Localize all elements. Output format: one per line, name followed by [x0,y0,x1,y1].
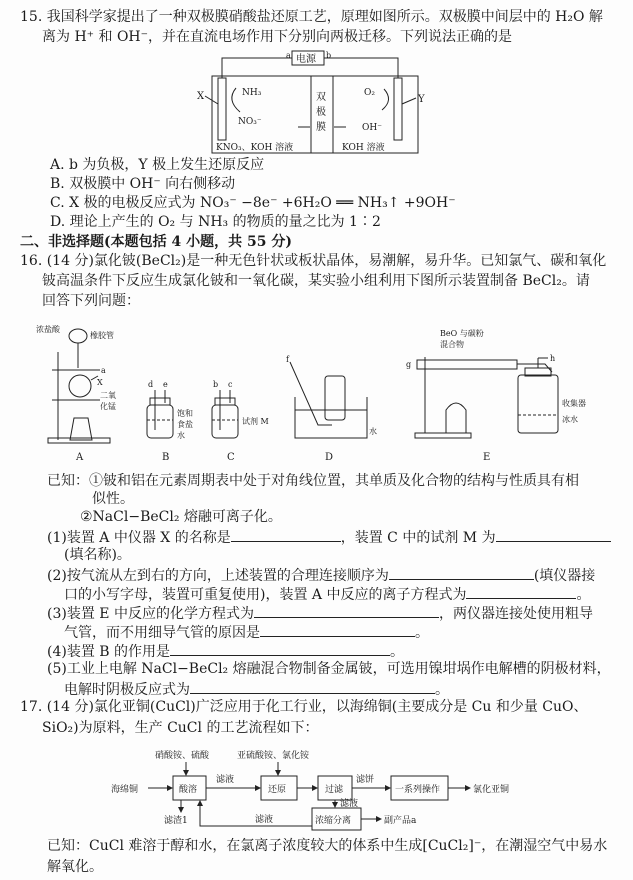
box-reduce [261,776,297,800]
q16-part5-cont: 电解时阴极反应式为 。 [64,679,449,699]
q16-part1: (1)装置 A 中仪器 X 的名称是 ，装置 C 中的试剂 M 为 [47,527,611,547]
apparatus-c [212,390,238,438]
q16-part3-cont: 气管，而不用细导气管的原因是 。 [64,622,429,642]
figure-stroke [215,398,235,405]
q16-part2: (2)按气流从左到右的方向，上述装置的合理连接顺序为 (填仪器接 [47,565,595,585]
figure-stroke [205,51,418,153]
figure-label: 水 [369,427,377,436]
figure-label: 氯化亚铜 [473,785,510,795]
answer-blank[interactable] [170,641,390,656]
figure-stroke [324,58,398,78]
figure-label: KOH 溶液 [342,143,385,153]
figure-label: 滤渣1 [164,816,188,826]
figure-label: a [101,366,106,375]
figure-label: OH⁻ [362,123,382,133]
figure-label: b [326,51,332,60]
figure-label: 过滤 [325,785,344,795]
q15-option-c: C. X 极的电极反应式为 NO₃⁻ −8e⁻ +6H₂O ══ NH₃↑ +9OH⁻ [50,195,456,211]
q16-known-1: 已知：①铍和铝在元素周期表中处于对角线位置，其单质及化合物的结构与性质具有相 [47,473,579,489]
figure-label: Y [418,94,425,105]
box-acid-dissolve [173,776,206,800]
reaction-arrow-right [382,89,389,110]
figure-label: X [197,91,205,102]
q17-known-line1: 已知：CuCl 难溶于醇和水，在氯离子浓度较大的体系中生成[CuCl₂]⁻，在潮湿空气中易水 [47,838,608,854]
figure-label: 浓缩分离 [315,816,352,826]
figure-stroke [148,762,470,830]
figure-label: a [286,51,291,60]
figure-stroke [70,418,92,440]
electrode-y [394,78,402,140]
power-source-box [292,51,324,65]
figure-label: NO₃⁻ [238,117,262,127]
figure-label: 滤液 [340,799,359,809]
figure-label: 滤液 [255,815,274,825]
figure-stroke [150,398,170,405]
figure-stroke [525,368,551,376]
figure-label: 橡胶管 [90,331,114,340]
figure-label: e [163,380,168,389]
electrode-x [218,78,226,140]
figure-stroke [446,403,466,433]
label-c: C [227,452,235,463]
figure-label: 副产品a [384,816,417,826]
figure-label: 极 [316,107,326,118]
figure-stroke [517,364,552,372]
figure-label: NH₃ [242,88,262,98]
answer-blank[interactable] [260,622,415,637]
q17-stem-line1: 17. (14 分)氯化亚铜(CuCl)广泛应用于化工行业，以海绵铜(主要成分是 Cu 和少量 CuO、 [20,699,588,715]
q15-stem-line1: 15. 我国科学家提出了一种双极膜硝酸盐还原工艺，原理如图所示。双极膜中间层中的 H₂O 解 [20,9,603,25]
q16-part2-cont: 口的小写字母，装置可重复使用)，装置 A 中反应的离子方程式为 。 [64,584,590,604]
q16-part5: (5)工业上电解 NaCl−BeCl₂ 熔融混合物制备金属铍，可选用镍坩埚作电解槽的阴极材料， [47,661,611,677]
figure-label: 冰水 [562,415,578,424]
answer-blank[interactable] [231,527,341,542]
figure-label: X [97,378,103,387]
q15-option-b: B. 双极膜中 OH⁻ 向右侧移动 [50,176,236,192]
figure-stroke [415,433,471,438]
section-heading: 二、非选择题(本题包括 4 小题，共 55 分) [20,234,292,250]
q16-part4: (4)装置 B 的作用是 。 [47,641,404,661]
figure-label: 一系列操作 [395,785,441,795]
q16-known-1-cont: 似性。 [92,491,134,507]
figure-stroke [69,375,91,397]
label-e: E [483,452,491,463]
answer-blank[interactable] [190,679,435,694]
figure-stroke [91,376,98,380]
figure-label: 硝酸铵、硫酸 [155,751,210,761]
q16-stem-line3: 回答下列问题： [42,293,140,309]
q15-option-d: D. 理论上产生的 O₂ 与 NH₃ 的物质的量之比为 1∶2 [50,214,381,230]
reaction-arrow-left [232,88,240,112]
figure-label: BeO 与碳粉 [440,329,484,338]
figure-stroke [69,329,87,343]
answer-blank[interactable] [389,565,534,580]
figure-label: 化锰 [100,402,116,411]
apparatus-e [415,357,558,438]
figure-stroke [222,58,292,78]
q16-stem-line1: 16. (14 分)氯化铍(BeCl₂)是一种无色针状或板状晶体，易潮解，易升华。已知氯气、碳和氧化 [20,253,607,269]
figure-label: 混合物 [440,340,464,349]
apparatus-b [147,390,173,438]
q15-stem-line2: 离为 H⁺ 和 OH⁻，并在直流电场作用下分别向两极迁移。下列说法正确的是 [42,29,513,45]
figure-label: 电源 [296,54,316,65]
figure-stroke [290,362,332,425]
figure-label: 酸溶 [179,785,198,795]
box-concentrate [312,808,361,830]
figure-stroke [295,397,367,438]
figure-label: 二氧 [100,391,116,400]
figure-label: 还原 [268,785,287,795]
figure-stroke [402,98,416,104]
q16-part3: (3)装置 E 中反应的化学方程式为 ，两仪器连接处使用粗导 [47,603,593,623]
figure-label: g [406,360,412,369]
figure-label: 膜 [316,122,326,133]
figure-label: KNO₃、KOH 溶液 [216,143,294,153]
label-a: A [76,452,84,463]
figure-label: 海绵铜 [111,785,139,795]
electrolytic-cell [212,76,418,153]
apparatus-a [48,329,110,443]
figure-label: b [213,380,219,389]
figure-stroke [48,329,558,443]
figure-stroke [417,360,517,369]
figure-label: 双 [316,92,326,103]
q15-option-a: A. b 为负极，Y 极上发生还原反应 [50,157,265,173]
figure-label: d [148,380,154,389]
answer-blank[interactable] [466,584,576,599]
figure-label: 饱和 [177,409,193,418]
q17-known-line2: 解氧化。 [47,859,103,875]
figure-label: 滤饼 [356,775,375,785]
figure-label: 食盐 [177,420,193,429]
q16-known-2: ②NaCl−BeCl₂ 熔融可离子化。 [80,509,282,525]
q16-stem-line2: 铍高温条件下反应生成氯化铍和一氧化碳，某实验小组利用下图所示装置制备 BeCl₂。请 [42,273,590,289]
figure-label: 试剂 M [242,417,269,426]
q17-stem-line2: SiO₂)为原料，生产 CuCl 的工艺流程如下： [42,720,319,736]
figure-label: 亚硫酸铵、氯化铵 [237,751,310,761]
figure-label: c [228,380,233,389]
figure-label: 浓盐酸 [36,325,60,334]
figure-stroke [205,96,218,104]
box-filter [318,776,352,800]
label-b: B [162,452,170,463]
label-d: D [325,452,334,463]
figure-label: 收集器 [562,399,586,408]
answer-blank[interactable] [496,527,611,542]
figure-stroke [325,376,345,420]
answer-blank[interactable] [254,603,439,618]
apparatus-d [290,362,367,438]
figure-label: h [550,354,556,363]
q16-part1-cont: (填名称)。 [64,547,131,563]
box-series-ops [391,776,448,800]
figure-label: f [286,355,289,364]
figure-stroke [147,405,173,438]
figure-stroke [518,375,558,433]
figure-label: 滤液 [216,775,235,785]
figure-stroke [48,438,110,443]
figure-label: O₂ [364,88,375,98]
figure-stroke [200,801,312,826]
figure-label: 水 [177,431,185,440]
figure-stroke [212,405,238,438]
